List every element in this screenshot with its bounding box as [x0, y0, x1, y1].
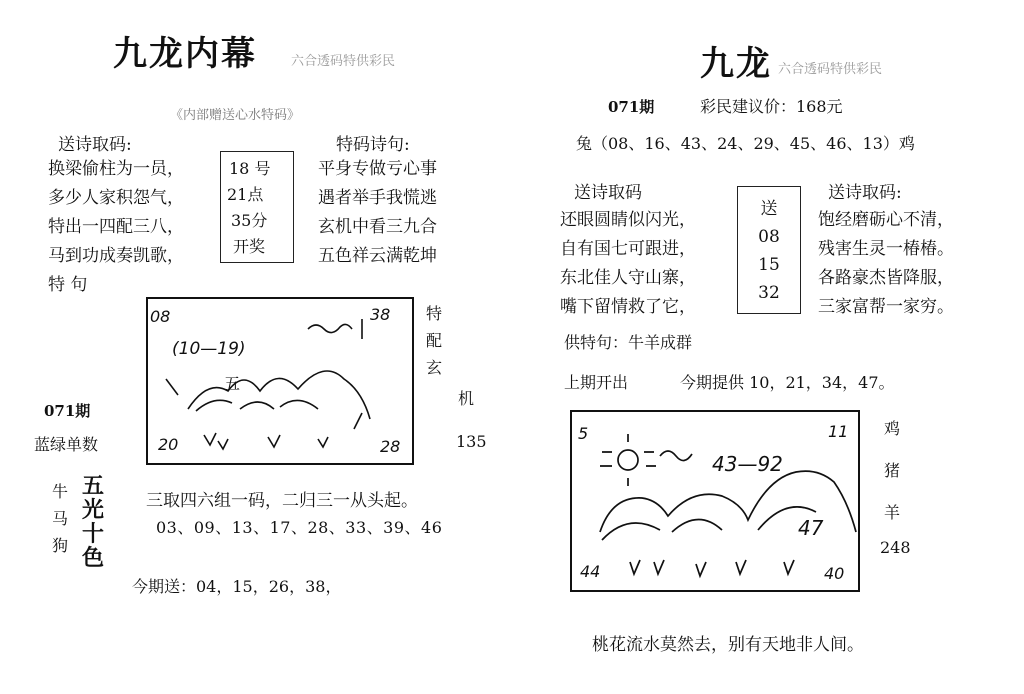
left-title-sub: 六合透码特供彩民	[291, 54, 396, 69]
left-sketch	[146, 297, 414, 465]
sketch-mark-bl: 20	[158, 435, 179, 454]
sketch-mark-tr: 38	[370, 305, 391, 324]
left-poem-left	[48, 155, 184, 300]
sketch-mark-47: 47	[798, 516, 824, 540]
poem-line: 五色祥云满乾坤	[318, 246, 437, 266]
box-line: 15	[758, 255, 780, 275]
wuguang-char: 十	[82, 521, 105, 547]
right-special: 供特句：牛羊成群	[564, 333, 693, 352]
left-numbers: 03、09、13、17、28、33、39、46	[156, 518, 443, 537]
right-last-label: 上期开出	[564, 373, 629, 392]
left-poem-right	[318, 155, 437, 271]
right-poem-right-label: 送诗取码:	[828, 183, 902, 203]
left-side-ji: 机	[458, 389, 475, 408]
wuguang-char: 光	[82, 497, 105, 523]
left-poem-right-label: 特码诗句:	[336, 135, 410, 155]
left-color-label: 蓝绿单数	[34, 435, 99, 454]
right-title-sub: 六合透码特供彩民	[778, 62, 883, 77]
wuguang-char: 五	[82, 473, 105, 499]
sketch-mark-br: 28	[380, 437, 401, 456]
left-poem-label: 送诗取码:	[58, 135, 132, 155]
box-line: 送	[760, 199, 778, 219]
right-side-num: 248	[880, 538, 911, 557]
poem-line: 马到功成奏凯歌，	[48, 246, 184, 266]
sketch-mark-tr: 11	[828, 422, 849, 441]
sketch-mark-wu: 五	[224, 374, 241, 393]
poem-line: 各路豪杰皆降服，	[818, 268, 954, 288]
poem-line: 平身专做亏心事	[318, 159, 437, 179]
poem-line: 特出一四配三八，	[48, 217, 184, 237]
box-line: 18 号	[229, 159, 271, 178]
poem-line: 嘴下留情救了它，	[560, 297, 696, 317]
left-draw-time-box	[220, 151, 294, 263]
animal: 牛	[52, 482, 69, 501]
animal: 狗	[52, 536, 69, 555]
mountain-sketch-drawing	[572, 412, 858, 590]
box-line: 08	[758, 227, 780, 247]
poem-line: 自有国七可跟进，	[560, 239, 696, 259]
animal: 马	[52, 509, 69, 528]
side-char: 羊	[884, 503, 901, 522]
left-title: 九龙内幕	[113, 34, 257, 74]
wuguang-char: 色	[82, 545, 105, 571]
left-issue: 071期	[44, 402, 91, 420]
box-line: 开奖	[233, 237, 266, 256]
box-numbers	[738, 195, 800, 307]
right-sketch	[570, 410, 860, 592]
right-issue: 071期	[608, 98, 655, 116]
right-poem-left	[560, 206, 696, 322]
poem-line: 换梁偷柱为一员，	[48, 159, 184, 179]
sketch-mark-bl: 44	[580, 562, 601, 581]
right-offer: 今期提供 10，21，34，47。	[680, 373, 895, 392]
sketch-mark-tl: 08	[150, 307, 171, 326]
left-side-num: 135	[456, 432, 487, 451]
left-wuguang	[82, 474, 104, 570]
poem-line: 饱经磨砺心不清，	[818, 210, 954, 230]
right-numbers-box	[737, 186, 801, 314]
side-char: 配	[426, 331, 443, 350]
poem-line: 还眼圆睛似闪光，	[560, 210, 696, 230]
right-title: 九龙	[700, 44, 772, 84]
left-side-vertical	[426, 300, 442, 381]
right-rabbit-line: 兔（08、16、43、24、29、45、46、13）鸡	[576, 134, 915, 153]
side-char: 特	[426, 304, 443, 323]
sketch-mark-tl: 5	[578, 424, 589, 443]
left-animals	[52, 478, 68, 559]
side-char: 玄	[426, 358, 443, 377]
side-char: 猪	[884, 461, 901, 480]
right-footer: 桃花流水莫然去，别有天地非人间。	[592, 635, 864, 655]
poem-line: 多少人家积怨气，	[48, 188, 184, 208]
poem-line: 东北佳人守山寨，	[560, 268, 696, 288]
poem-line: 三家富帮一家穷。	[818, 297, 954, 317]
left-today: 今期送：04，15，26，38，	[132, 577, 342, 596]
right-poem-right	[818, 206, 954, 322]
right-poem-label: 送诗取码	[574, 183, 642, 203]
poem-line: 玄机中看三九合	[318, 217, 437, 237]
poem-line: 残害生灵一椿椿。	[818, 239, 954, 259]
poem-line: 遇者举手我慌逃	[318, 188, 437, 208]
box-line: 35分	[231, 211, 268, 230]
box-line: 21点	[227, 185, 264, 204]
sketch-mark-mid: (10—19)	[172, 339, 246, 359]
side-char: 鸡	[884, 419, 901, 438]
left-rule: 三取四六组一码，二归三一从头起。	[146, 491, 418, 511]
right-price: 彩民建议价：168元	[700, 97, 843, 116]
poem-line: 特 句	[48, 275, 88, 295]
left-subtitle: 《内部赠送心水特码》	[170, 108, 301, 123]
box-line: 32	[758, 283, 780, 303]
right-side-vertical	[884, 408, 900, 534]
sketch-mark-mid: 43—92	[712, 452, 783, 476]
sketch-mark-br: 40	[824, 564, 845, 583]
